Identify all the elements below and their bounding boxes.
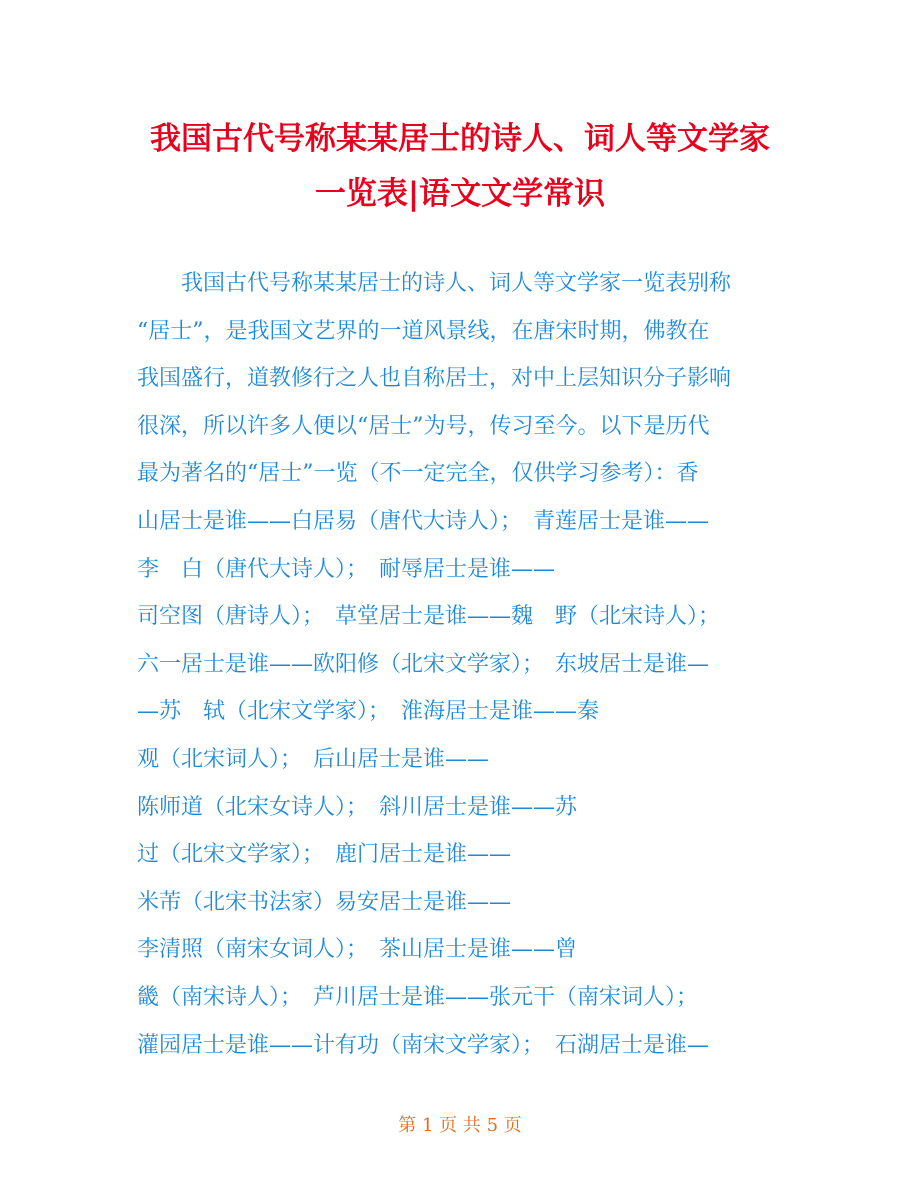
body-line: 山居士是谁——白居易（唐代大诗人）； 青莲居士是谁—— (137, 508, 710, 534)
body-line: 我国古代号称某某居士的诗人、词人等文学家一览表别称 (137, 271, 732, 296)
body-line: 我国盛行，道教修行之人也自称居士，对中上层知识分子影响 (137, 366, 732, 392)
page-number-footer: 第 1 页 共 5 页 (398, 1115, 522, 1136)
body-line: 畿（南宋诗人）； 芦川居士是谁——张元干（南宋词人）； (137, 984, 699, 1010)
body-line: 李 白（唐代大诗人）； 耐辱居士是谁—— (137, 556, 556, 582)
body-line: 最为著名的“居士”一览（不一定完全，仅供学习参考）：香 (137, 461, 699, 487)
body-line: 灌园居士是谁——计有功（南宋文学家）； 石湖居士是谁— (137, 1032, 710, 1058)
document-title-line-1: 我国古代号称某某居士的诗人、词人等文学家 (150, 121, 770, 157)
body-line: 陈师道（北宋女诗人）； 斜川居士是谁——苏 (137, 794, 578, 820)
body-line: “居士”，是我国文艺界的一道风景线，在唐宋时期，佛教在 (137, 318, 710, 344)
body-line: —苏 轼（北宋文学家）； 淮海居士是谁——秦 (137, 699, 600, 725)
body-line: 李清照（南宋女词人）； 茶山居士是谁——曾 (137, 937, 578, 963)
body-line: 司空图（唐诗人）； 草堂居士是谁——魏 野（北宋诗人）； (137, 604, 721, 630)
body-line: 观（北宋词人）； 后山居士是谁—— (137, 746, 490, 772)
body-line: 米芾（北宋书法家）易安居士是谁—— (137, 889, 512, 915)
body-line: 六一居士是谁——欧阳修（北宋文学家）； 东坡居士是谁— (137, 651, 710, 677)
document-body (137, 260, 797, 1069)
body-line: 过（北宋文学家）； 鹿门居士是谁—— (137, 842, 512, 868)
document-title-line-2: 一览表|语文文学常识 (314, 176, 606, 212)
body-line: 很深，所以许多人便以“居士”为号，传习至今。以下是历代 (137, 413, 710, 439)
